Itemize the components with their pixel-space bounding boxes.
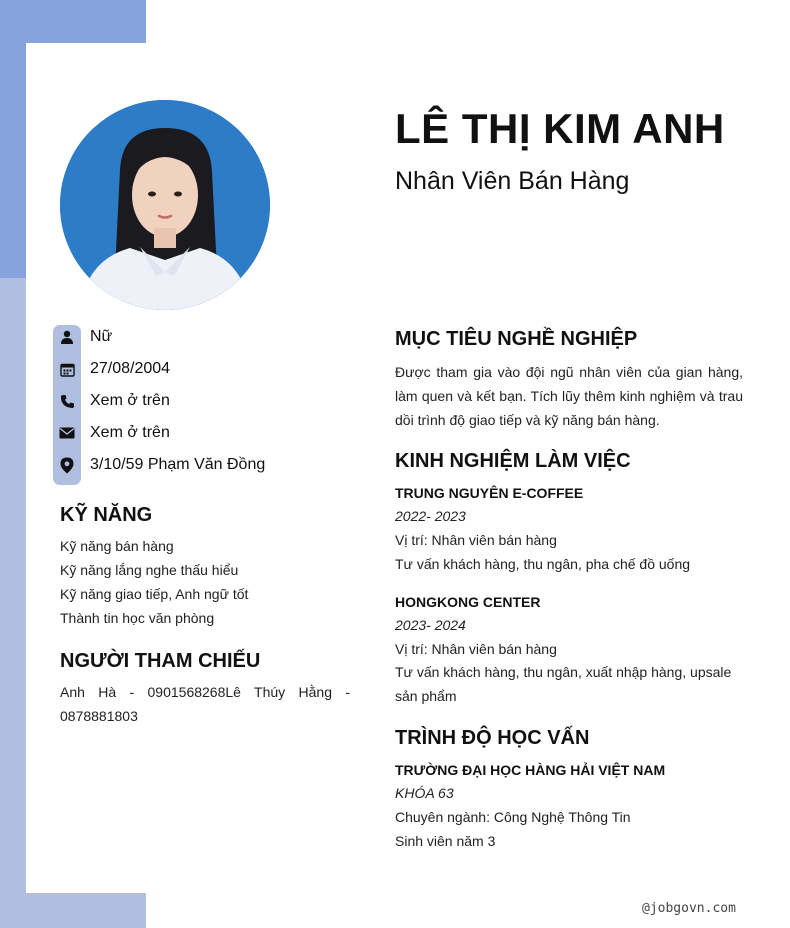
objective-heading: MỤC TIÊU NGHỀ NGHIỆP [395,328,638,350]
experience-description: Tư vấn khách hàng, thu ngân, xuất nhập hàng, upsale sản phẩm [395,664,732,704]
location-icon [53,449,81,481]
phone-icon [53,385,81,417]
candidate-name: LÊ THỊ KIM ANH [395,105,725,152]
experience-position: Vị trí: Nhân viên bán hàng [395,641,557,657]
education-status: Sinh viên năm 3 [395,833,496,849]
decor-strip-left [0,278,26,928]
contact-phone [53,385,353,417]
skill-item: Kỹ năng giao tiếp, Anh ngữ tốt [60,586,249,602]
email-icon [53,417,81,449]
education-school: TRƯỜNG ĐẠI HỌC HÀNG HẢI VIỆT NAM [395,762,666,778]
contact-email-text: Xem ở trên [90,424,170,441]
references-heading: NGƯỜI THAM CHIẾU [60,650,261,672]
experience-company: HONGKONG CENTER [395,594,541,610]
experience-period: 2022- 2023 [395,508,466,524]
skill-item: Kỹ năng lắng nghe thấu hiểu [60,562,239,578]
experience-heading: KINH NGHIỆM LÀM VIỆC [395,450,631,472]
contact-email [53,417,353,449]
experience-company: TRUNG NGUYÊN E-COFFEE [395,485,584,501]
experience-position: Vị trí: Nhân viên bán hàng [395,532,557,548]
education-major: Chuyên ngành: Công Nghệ Thông Tin [395,809,631,825]
experience-description: Tư vấn khách hàng, thu ngân, pha chế đồ uống [395,556,691,572]
contact-address [53,449,353,481]
contact-gender [53,321,353,353]
contact-birthdate [53,353,353,385]
person-icon [53,321,81,353]
contact-phone-text: Xem ở trên [90,392,170,409]
contact-gender-text: Nữ [90,328,113,345]
objective-text: Được tham gia vào đội ngũ nhân viên của gian hàng, làm quen và kết bạn. Tích lũy thêm kinh nghiệm và trau dồi trình độ giao tiếp và kỹ năng bán hàng. [395,364,743,428]
calendar-icon [53,353,81,385]
profile-photo [60,100,270,310]
candidate-job-title: Nhân Viên Bán Hàng [395,167,630,195]
contact-address-text: 3/10/59 Phạm Văn Đồng [90,456,266,473]
experience-period: 2023- 2024 [395,617,466,633]
skill-item: Thành tin học văn phòng [60,610,215,626]
decor-block-bottom [0,893,146,928]
skills-heading: KỸ NĂNG [60,504,153,526]
skill-item: Kỹ năng bán hàng [60,538,174,554]
education-heading: TRÌNH ĐỘ HỌC VẤN [395,727,590,749]
education-course: KHÓA 63 [395,785,454,801]
references-text: Anh Hà - 0901568268Lê Thúy Hằng - 0878881803 [60,684,350,724]
contact-birthdate-text: 27/08/2004 [90,360,171,377]
watermark: @jobgovn.com [642,901,736,916]
